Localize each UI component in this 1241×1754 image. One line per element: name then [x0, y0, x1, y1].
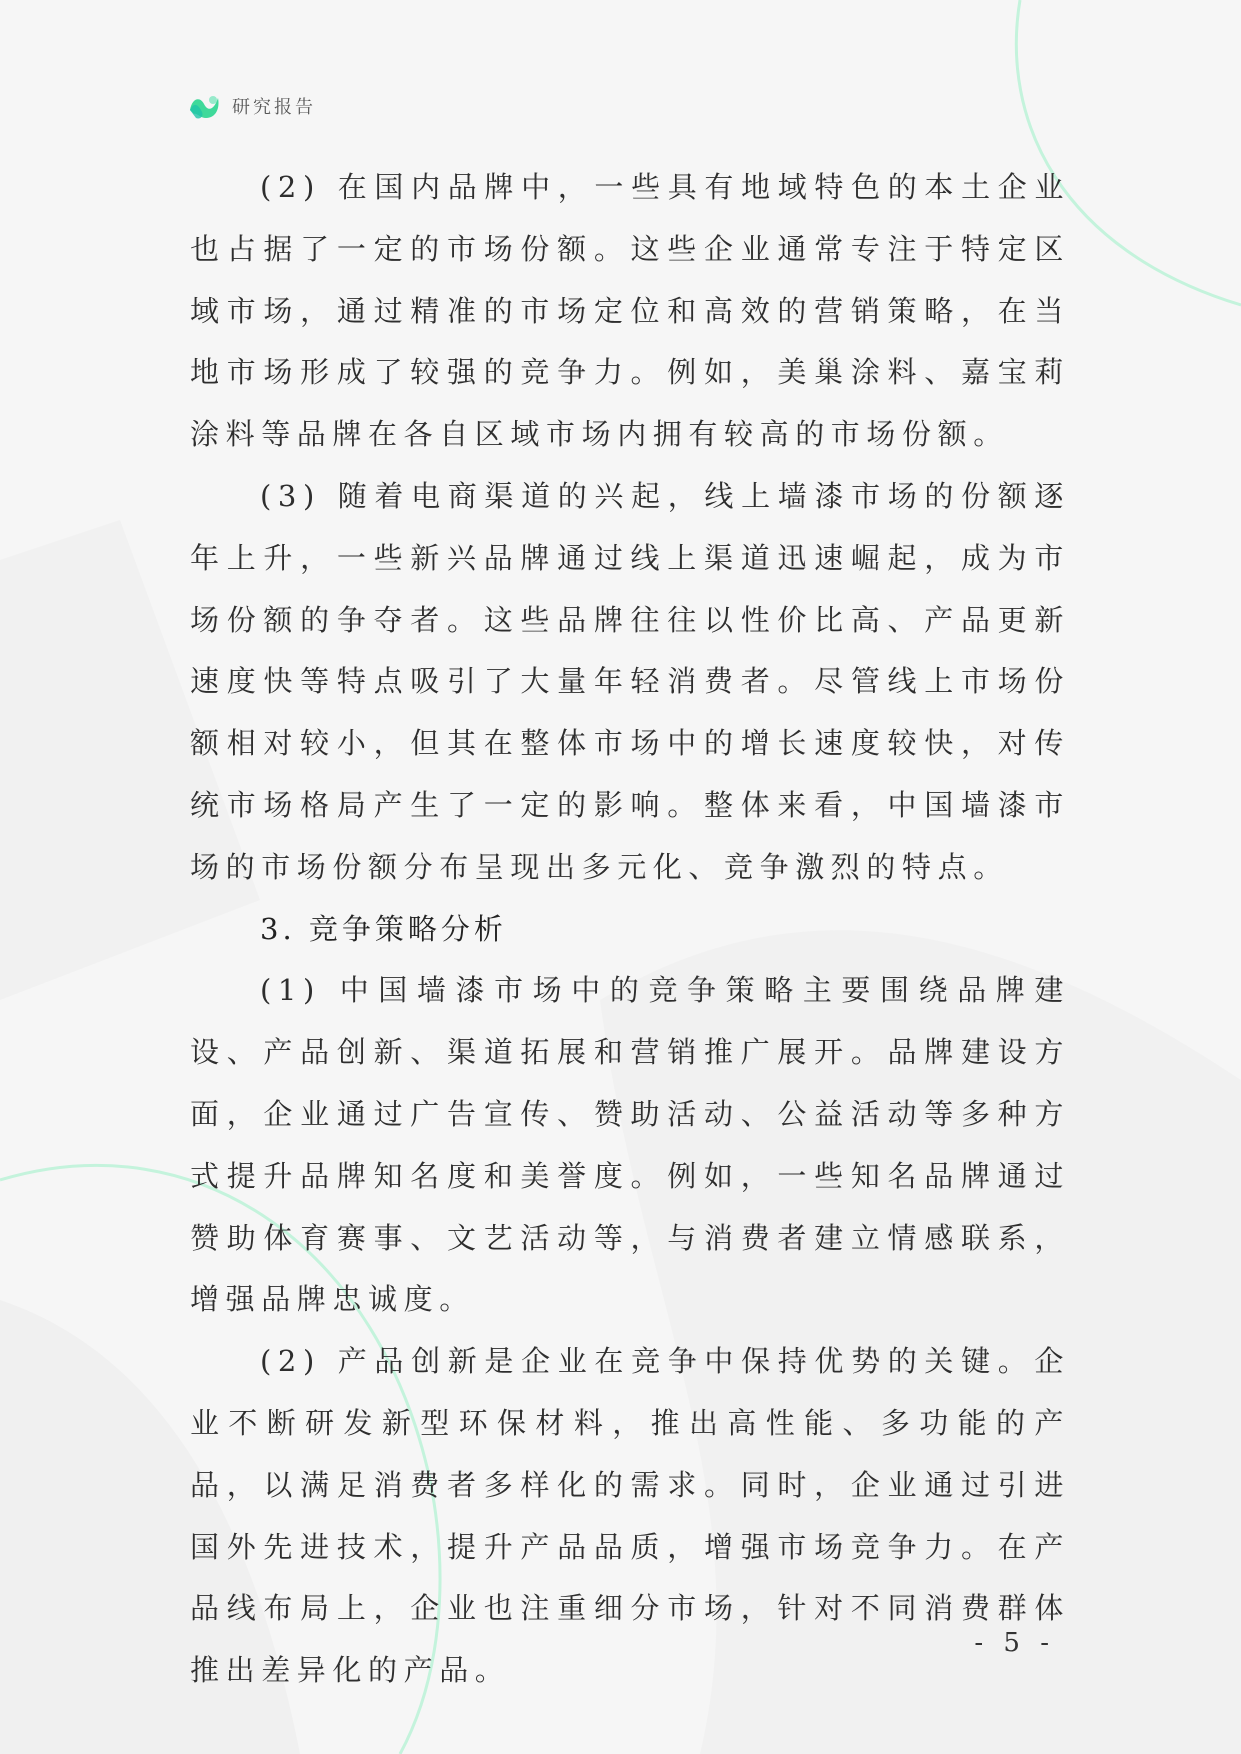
- page-footer: [0, 1628, 1241, 1658]
- logo-icon: [186, 88, 222, 124]
- page-number: - 5 -: [974, 1628, 1055, 1658]
- paragraph: (2) 在国内品牌中，一些具有地域特色的本土企业也占据了一定的市场份额。这些企业通常专注于特定区域市场，通过精准的市场定位和高效的营销策略，在当地市场形成了较强的竞争力。例如，美巢涂料、嘉宝莉涂料等品牌在各自区域市场内拥有较高的市场份额。: [190, 170, 1070, 452]
- section-heading: 3. 竞争策略分析: [260, 911, 507, 946]
- document-body: [190, 157, 1070, 1702]
- report-header: [186, 88, 316, 124]
- paragraph: (2) 产品创新是企业在竞争中保持优势的关键。企业不断研发新型环保材料，推出高性能、多功能的产品，以满足消费者多样化的需求。同时，企业通过引进国外先进技术，提升产品品质，增强市场竞争力。在产品线布局上，企业也注重细分市场，针对不同消费群体推出差异化的产品。: [190, 1344, 1070, 1688]
- header-title: 研究报告: [232, 97, 316, 118]
- paragraph: (1) 中国墙漆市场中的竞争策略主要围绕品牌建设、产品创新、渠道拓展和营销推广展开。品牌建设方面，企业通过广告宣传、赞助活动、公益活动等多种方式提升品牌知名度和美誉度。例如，一些知名品牌通过赞助体育赛事、文艺活动等，与消费者建立情感联系，增强品牌忠诚度。: [190, 973, 1070, 1317]
- paragraph: (3) 随着电商渠道的兴起，线上墙漆市场的份额逐年上升，一些新兴品牌通过线上渠道迅速崛起，成为市场份额的争夺者。这些品牌往往以性价比高、产品更新速度快等特点吸引了大量年轻消费者。尽管线上市场份额相对较小，但其在整体市场中的增长速度较快，对传统市场格局产生了一定的影响。整体来看，中国墙漆市场的市场份额分布呈现出多元化、竞争激烈的特点。: [190, 478, 1070, 884]
